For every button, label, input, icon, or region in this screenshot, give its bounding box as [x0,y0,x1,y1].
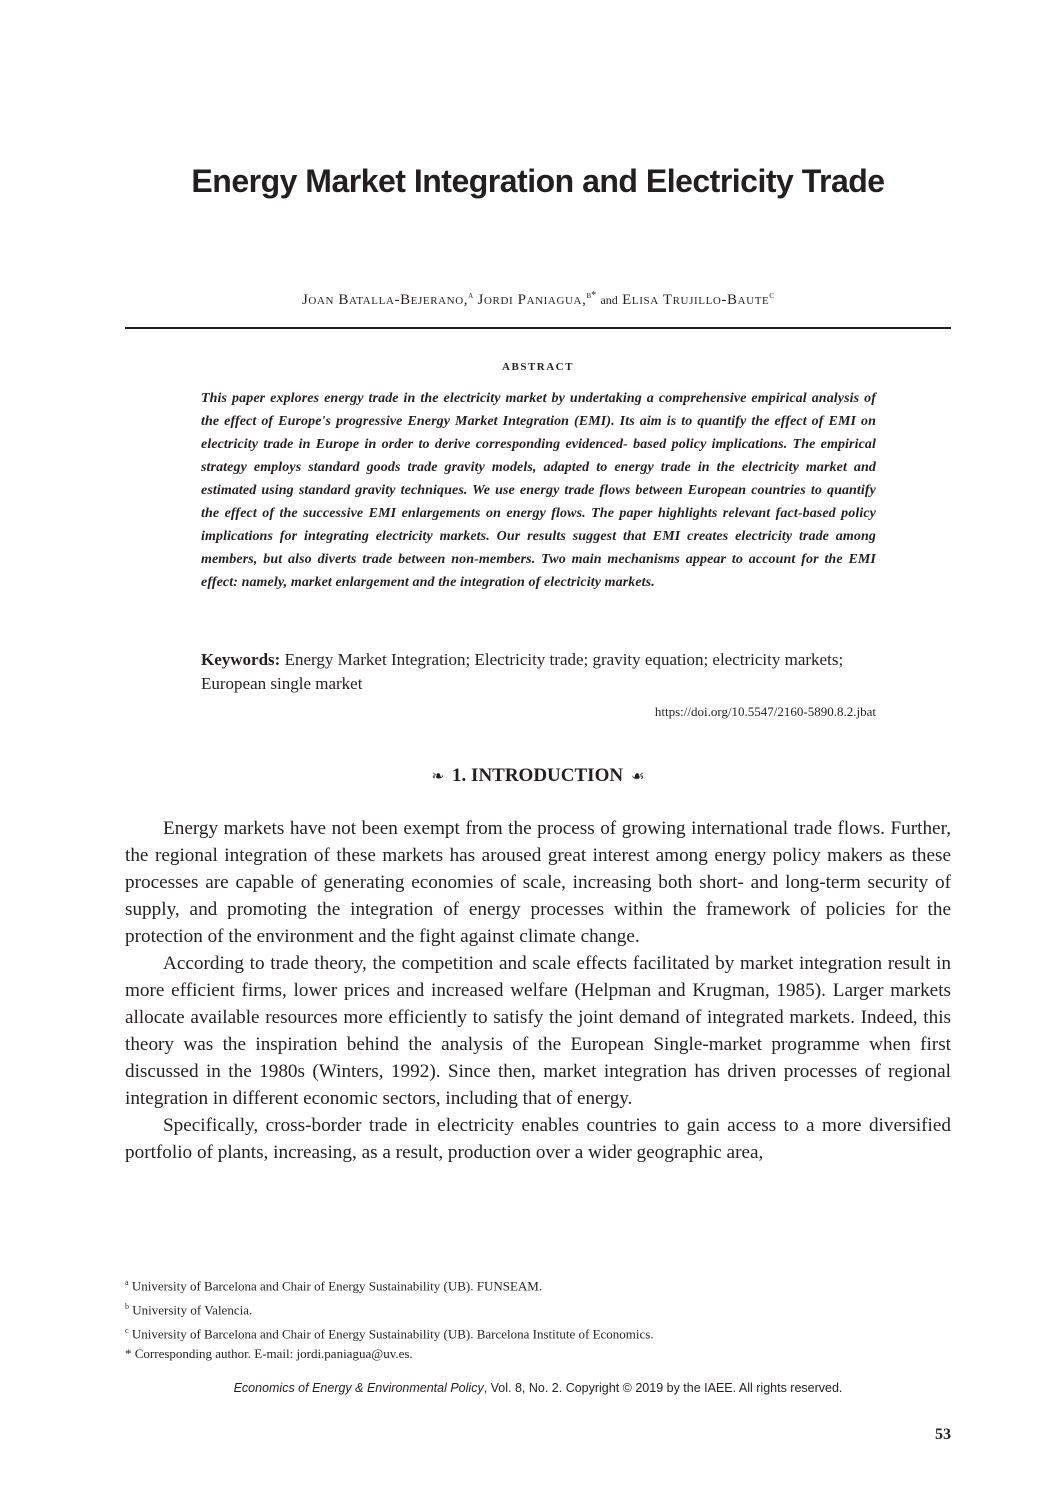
footnote [125,1273,951,1297]
journal-footer [125,1381,951,1395]
author-1-affiliation-mark: a [468,290,474,301]
page-number: 53 [935,1426,951,1443]
doi-link[interactable]: https://doi.org/10.5547/2160-5890.8.2.jbat [654,704,876,719]
paragraph: According to trade theory, the competition and scale effects facilitated by market integration result in more efficient firms, lower prices and increased welfare (Helpman and Krugman, 1985). Larger markets allocate available resources more efficiently to satisfy the joint demand of integrated markets. Indeed, this theory was the inspiration behind the analysis of the European Single-market programme when first discussed in the 1980s (Winters, 1992). Since then, market integration has driven processes of regional integration in different economic sectors, including that of energy. [125,953,951,1109]
footnote-text: University of Valencia. [132,1302,253,1318]
keywords-label: Keywords: [201,650,281,669]
copyright-text: , Vol. 8, No. 2. Copyright © 2019 by the IAEE. All rights reserved. [483,1381,843,1395]
footnote [125,1344,951,1365]
ornament-left-icon: ❧ [431,769,445,785]
footnote-text: University of Barcelona and Chair of Energy Sustainability (UB). FUNSEAM. [131,1278,543,1294]
header-rule [125,327,951,329]
ornament-right-icon: ☙ [631,769,645,785]
section-title: 1. INTRODUCTION [452,765,624,786]
author-2: Jordi Paniagua, [477,292,587,308]
author-1: Joan Batalla-Bejerano, [301,292,469,308]
author-line [125,290,951,309]
section-heading [125,765,951,787]
footnote [125,1297,951,1321]
abstract-text: This paper explores energy trade in the electricity market by undertaking a comprehensive empirical analysis of the effect of Europe's progressive Energy Market Integration (EMI). Its aim is to quantify the effect of EMI on electricity trade in Europe in order to derive corresponding evidenced- based policy implications. The empirical strategy employs standard goods trade gravity models, adapted to energy trade in the electricity market and estimated using standard gravity techniques. We use energy trade flows between European countries to quantify the effect of the successive EMI enlargements on energy flows. The paper highlights relevant fact-based policy implications for integrating electricity markets. Our results suggest that EMI creates electricity trade among members, but also diverts trade between non-members. Two main mechanisms appear to account for the EMI effect: namely, market enlargement and the integration of electricity markets. [201,391,876,590]
keywords-text: Energy Market Integration; Electricity trade; gravity equation; electricity markets; European single market [201,650,844,693]
abstract-heading: ABSTRACT [502,361,574,373]
footnote-mark: a [125,1278,129,1287]
footnotes [125,1273,951,1365]
footnote-text: Corresponding author. E-mail: jordi.paniagua@uv.es. [134,1346,413,1362]
author-3: Elisa Trujillo-Baute [622,292,770,308]
paragraph: Energy markets have not been exempt from the process of growing international trade flows. Further, the regional integration of these markets has aroused great interest among energy policy makers as these processes are capable of generating economies of scale, increasing both short- and long-term security of supply, and promoting the integration of energy processes within the framework of policies for the protection of the environment and the fight against climate change. [125,818,951,947]
footnote-mark: b [125,1301,129,1311]
footnote-mark: c [125,1325,129,1335]
body-text [125,815,951,1166]
author-conjunction: and [600,293,618,307]
keywords [201,648,876,696]
paragraph: Specifically, cross-border trade in electricity enables countries to gain access to a more diversified portfolio of plants, increasing, as a result, production over a wider geographic area, [125,1115,951,1163]
footnote-text: University of Barcelona and Chair of Energy Sustainability (UB). Barcelona Institute of Economics. [131,1325,654,1341]
footnote [125,1321,951,1345]
author-2-affiliation-mark: b* [586,290,597,301]
paper-title: Energy Market Integration and Electricity Trade [191,163,885,199]
author-3-affiliation-mark: c [769,290,775,301]
journal-name: Economics of Energy & Environmental Policy [233,1381,484,1395]
footnote-mark: * [125,1346,132,1362]
